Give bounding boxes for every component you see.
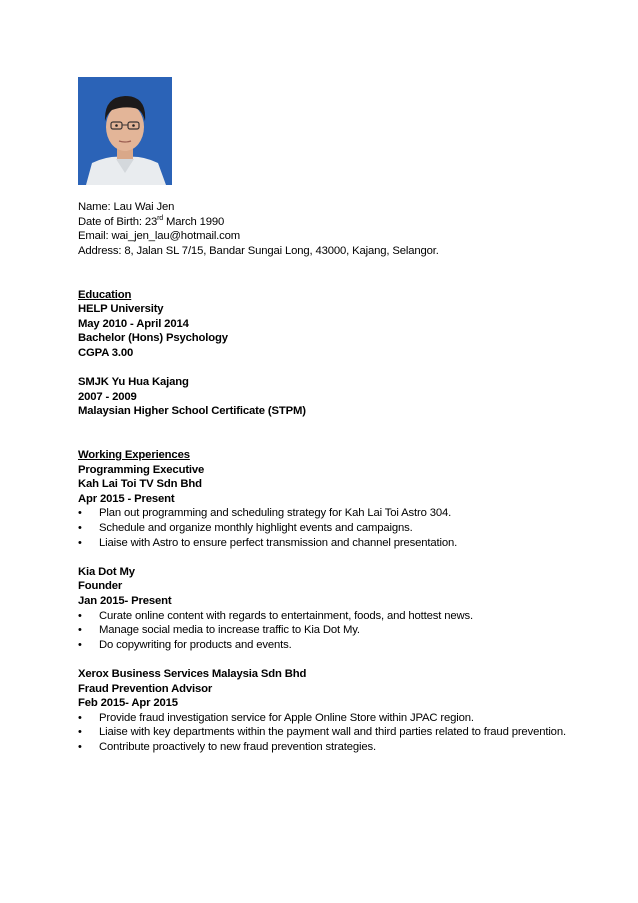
- duty-item: [78, 711, 578, 726]
- duty-text: Schedule and organize monthly highlight events and campaigns.: [99, 522, 413, 535]
- duty-text: Curate online content with regards to entertainment, foods, and hottest news.: [99, 609, 474, 622]
- dob-prefix: Date of Birth: 23: [78, 215, 158, 228]
- school-qualification: Bachelor (Hons) Psychology: [78, 332, 228, 345]
- email-line: Email: wai_jen_lau@hotmail.com: [78, 230, 241, 243]
- duty-item: [78, 609, 578, 624]
- job-title: Programming Executive: [78, 463, 205, 476]
- bullet-icon: •: [78, 536, 82, 549]
- dob-superscript: rd: [157, 214, 164, 222]
- duty-text: Contribute proactively to new fraud prevention strategies.: [99, 740, 377, 753]
- duty-text: Provide fraud investigation service for Apple Online Store within JPAC region.: [99, 711, 474, 724]
- job-entry: [78, 565, 578, 653]
- education-heading: Education: [78, 288, 132, 301]
- job-title: Founder: [78, 580, 123, 593]
- job-company: Kia Dot My: [78, 565, 135, 578]
- dob-suffix: March 1990: [163, 215, 225, 228]
- school-grade: CGPA 3.00: [78, 346, 134, 359]
- school-name: HELP University: [78, 303, 164, 316]
- experience-heading: Working Experiences: [78, 449, 190, 462]
- bullet-icon: •: [78, 522, 82, 535]
- bullet-icon: •: [78, 711, 82, 724]
- job-title: Fraud Prevention Advisor: [78, 682, 213, 695]
- duty-item: [78, 638, 578, 653]
- school-name: SMJK Yu Hua Kajang: [78, 376, 189, 389]
- experience-section: [78, 448, 578, 754]
- job-company: Kah Lai Toi TV Sdn Bhd: [78, 478, 202, 491]
- name-line: Name: Lau Wai Jen: [78, 201, 175, 213]
- school-qualification: Malaysian Higher School Certificate (STPM): [78, 405, 306, 418]
- duty-text: Do copywriting for products and events.: [99, 638, 292, 651]
- duty-text: Plan out programming and scheduling strategy for Kah Lai Toi Astro 304.: [99, 507, 452, 520]
- address-line: Address: 8, Jalan SL 7/15, Bandar Sungai Long, 43000, Kajang, Selangor.: [78, 244, 439, 257]
- bullet-icon: •: [78, 624, 82, 637]
- bullet-icon: •: [78, 740, 82, 753]
- job-period: Feb 2015- Apr 2015: [78, 697, 178, 710]
- duty-item: [78, 506, 578, 521]
- profile-photo: [78, 77, 172, 185]
- duty-item: [78, 725, 578, 740]
- resume-body: [78, 200, 578, 755]
- duty-item: [78, 536, 578, 551]
- duty-item: [78, 740, 578, 755]
- dob-line: [78, 215, 578, 230]
- job-company: Xerox Business Services Malaysia Sdn Bhd: [78, 668, 307, 680]
- bullet-icon: •: [78, 507, 82, 520]
- bullet-icon: •: [78, 726, 82, 739]
- bullet-icon: •: [78, 609, 82, 622]
- job-period: Apr 2015 - Present: [78, 492, 175, 505]
- duty-text: Manage social media to increase traffic to Kia Dot My.: [99, 624, 360, 637]
- job-period: Jan 2015- Present: [78, 595, 172, 608]
- duty-item: [78, 521, 578, 536]
- education-section: [78, 288, 578, 419]
- school-period: May 2010 - April 2014: [78, 317, 189, 330]
- duty-text: Liaise with Astro to ensure perfect transmission and channel presentation.: [99, 536, 458, 549]
- job-entry: [78, 667, 578, 755]
- job-entry: [78, 463, 578, 551]
- school-period: 2007 - 2009: [78, 390, 137, 403]
- duty-text: Liaise with key departments within the payment wall and third parties related to fraud prevention.: [99, 726, 566, 739]
- bullet-icon: •: [78, 638, 82, 651]
- personal-details: [78, 200, 578, 258]
- duty-item: [78, 623, 578, 638]
